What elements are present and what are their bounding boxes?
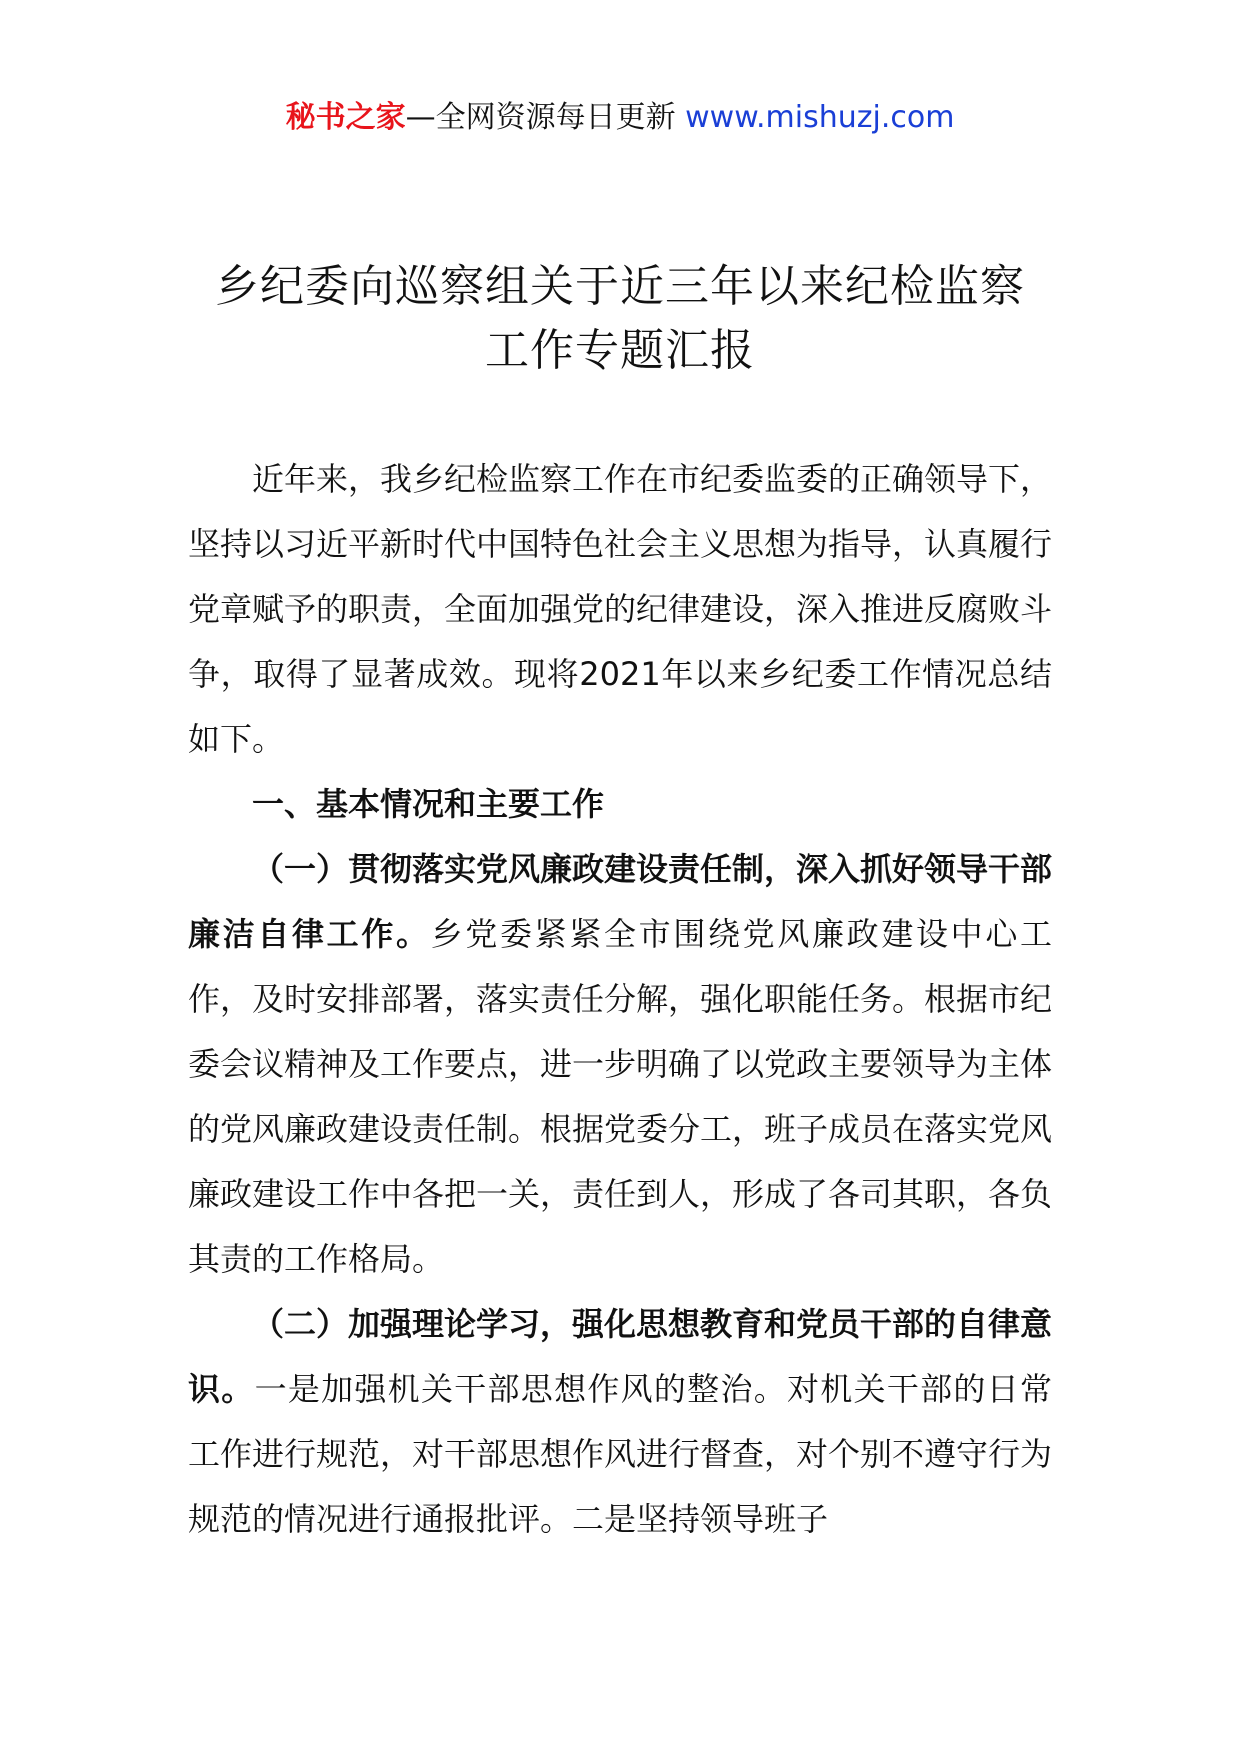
site-url-link[interactable]: www.mishuzj.com (685, 100, 955, 135)
site-header (0, 98, 1240, 138)
section-heading-1: 一、基本情况和主要工作 (252, 785, 605, 823)
item-paragraph-2 (188, 1292, 1052, 1552)
item-heading-2: （二）加强理论学习，强化思想教育和党员干部的自律意识。 (188, 1305, 1053, 1408)
site-brand: 秘书之家 (285, 100, 406, 135)
site-tagline: —全网资源每日更新 (405, 100, 676, 135)
item-text-2: 一是加强机关干部思想作风的整治。对机关干部的日常工作进行规范，对干部思想作风进行督查，对个别不遵守行为规范的情况进行通报批评。二是坚持领导班子 (188, 1370, 1053, 1538)
item-text-1: 乡党委紧紧全市围绕党风廉政建设中心工作，及时安排部署，落实责任分解，强化职能任务。根据市纪委会议精神及工作要点，进一步明确了以党政主要领导为主体的党风廉政建设责任制。根据党委分工，班子成员在落实党风廉政建设工作中各把一关，责任到人，形成了各司其职，各负其责的工作格局。 (188, 915, 1053, 1278)
item-heading-1: （一）贯彻落实党风廉政建设责任制，深入抓好领导干部廉洁自律工作。 (188, 850, 1053, 953)
intro-paragraph: 近年来，我乡纪检监察工作在市纪委监委的正确领导下，坚持以习近平新时代中国特色社会主义思想为指导，认真履行党章赋予的职责，全面加强党的纪律建设，深入推进反腐败斗争，取得了显著成效。现将2021年以来乡纪委工作情况总结如下。 (188, 460, 1053, 758)
item-paragraph-1 (188, 837, 1052, 1292)
document-body (188, 447, 1052, 1552)
document-title-line1: 乡纪委向巡察组关于近三年以来纪检监察 (215, 261, 1025, 312)
document-title-line2: 工作专题汇报 (485, 325, 755, 376)
document-title (150, 255, 1090, 383)
